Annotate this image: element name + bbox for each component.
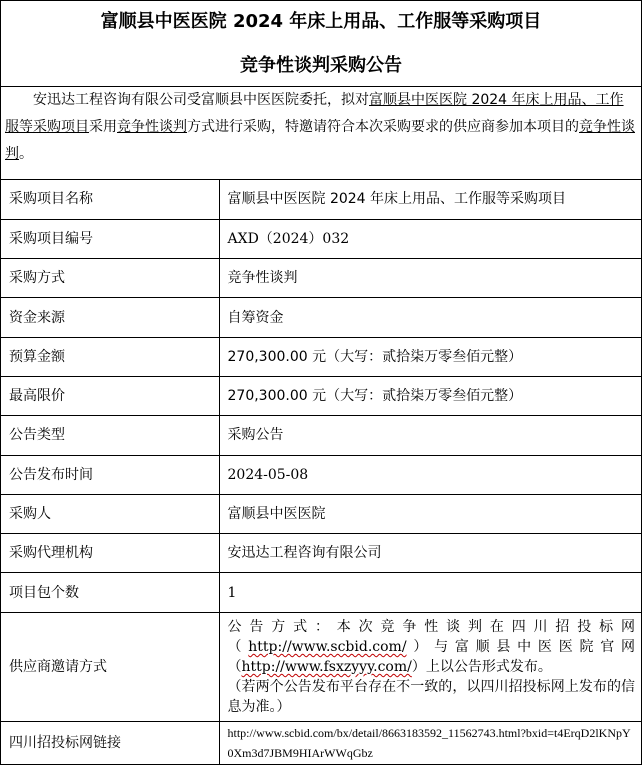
row-value: 270,300.00 元（大写：贰拾柒万零叁佰元整） [219,376,641,415]
row-value: 富顺县中医医院 2024 年床上用品、工作服等采购项目 [219,180,641,219]
intro-text-3: 方式进行采购，特邀请符合本次采购要求的供应商参加本项目的 [187,119,579,135]
row-label: 预算金额 [1,337,219,376]
invite-text-3: ）上以公告形式发布。 [411,658,552,675]
intro-text-1: 安迅达工程咨询有限公司受富顺县中医医院委托，拟对 [33,92,369,108]
table-row [1,259,641,298]
page-title: 富顺县中医医院 2024 年床上用品、工作服等采购项目 [100,11,542,32]
row-value: 1 [219,573,641,612]
intro-method-2: 竞争性谈判 [5,119,635,162]
notice-url-link[interactable]: http://www.scbid.com/bx/detail/8663183592_11562743.html?bxid=t4ErqD2lKNpY0Xm3d7JBM9HIArWWqGbz [227,726,631,761]
row-value: 安迅达工程咨询有限公司 [219,534,641,573]
table-row [1,180,641,219]
row-label: 采购方式 [1,259,219,298]
intro-method: 竞争性谈判 [117,119,187,135]
row-label: 供应商邀请方式 [1,612,219,721]
row-value: 2024-05-08 [219,455,641,494]
invite-note: （若两个公告发布平台存在不一致的，以四川招投标网上发布的信息为准。） [227,678,635,715]
row-label: 采购项目名称 [1,180,219,219]
table-row [1,455,641,494]
table-row [1,573,641,612]
intro-project-name: 富顺县中医医院 2024 年床上用品、工作服等采购项目 [5,92,624,135]
info-table [1,180,641,764]
intro-text-4: 。 [19,146,33,162]
row-label: 最高限价 [1,376,219,415]
row-label: 采购项目编号 [1,219,219,258]
title-block [1,1,641,87]
hospital-site-link[interactable]: http://www.fsxzyyy.com/ [241,658,412,675]
row-label: 四川招投标网链接 [1,721,219,764]
table-row [1,298,641,337]
row-label: 资金来源 [1,298,219,337]
page-subtitle: 竞争性谈判采购公告 [240,55,402,76]
intro-paragraph [1,87,641,180]
table-row [1,219,641,258]
scbid-link[interactable]: http://www.scbid.com/ [248,638,407,655]
row-label: 采购代理机构 [1,534,219,573]
row-value: 采购公告 [219,416,641,455]
table-row [1,337,641,376]
invite-text-2: ）与富顺县中医医院官网（ [227,638,636,675]
invite-text-1: 公告方式：本次竞争性谈判在四川招投标网（ [227,618,635,655]
intro-text-2: 采用 [89,119,117,135]
table-row-link [1,721,641,764]
row-label: 公告发布时间 [1,455,219,494]
table-row [1,534,641,573]
row-label: 采购人 [1,494,219,533]
row-value: 富顺县中医医院 [219,494,641,533]
row-label: 项目包个数 [1,573,219,612]
table-row [1,494,641,533]
row-value: 竞争性谈判 [219,259,641,298]
row-label: 公告类型 [1,416,219,455]
row-value: 270,300.00 元（大写：贰拾柒万零叁佰元整） [219,337,641,376]
row-value: AXD（2024）032 [219,219,641,258]
table-row [1,376,641,415]
invite-value [219,612,641,721]
table-row [1,416,641,455]
row-value: 自筹资金 [219,298,641,337]
table-row-invite [1,612,641,721]
